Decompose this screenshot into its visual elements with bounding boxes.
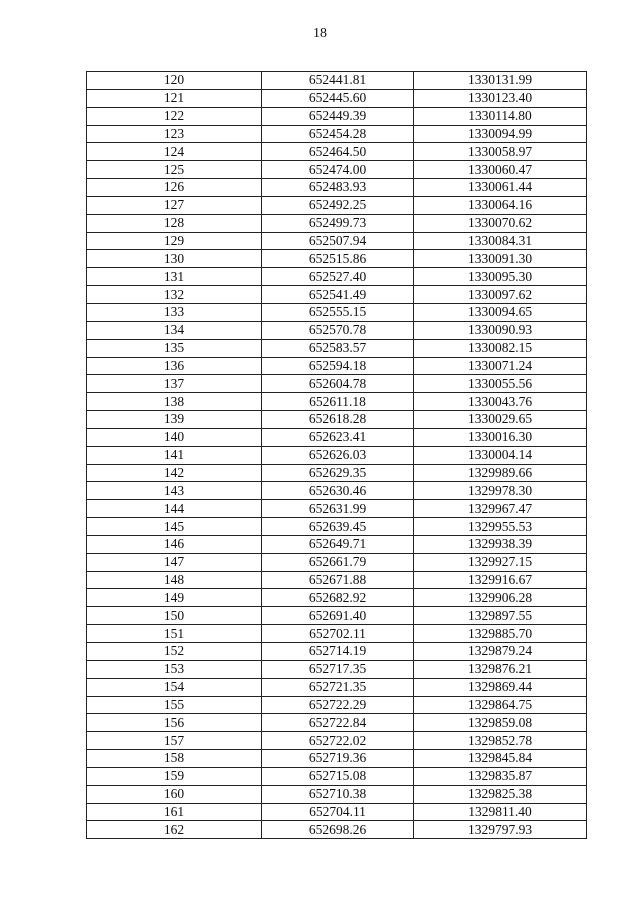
y-coordinate-cell: 1330114.80 <box>414 107 587 125</box>
y-coordinate-cell: 1329859.08 <box>414 714 587 732</box>
table-row <box>87 678 587 696</box>
y-coordinate-cell: 1329938.39 <box>414 535 587 553</box>
table-row <box>87 286 587 304</box>
point-number-cell: 141 <box>87 446 262 464</box>
table-row <box>87 339 587 357</box>
x-coordinate-cell: 652717.35 <box>262 660 414 678</box>
x-coordinate-cell: 652464.50 <box>262 143 414 161</box>
table-row <box>87 553 587 571</box>
x-coordinate-cell: 652583.57 <box>262 339 414 357</box>
table-row <box>87 660 587 678</box>
y-coordinate-cell: 1330095.30 <box>414 268 587 286</box>
x-coordinate-cell: 652541.49 <box>262 286 414 304</box>
y-coordinate-cell: 1329897.55 <box>414 607 587 625</box>
table-row <box>87 821 587 839</box>
table-row <box>87 125 587 143</box>
y-coordinate-cell: 1329927.15 <box>414 553 587 571</box>
point-number-cell: 151 <box>87 625 262 643</box>
y-coordinate-cell: 1330071.24 <box>414 357 587 375</box>
table-row <box>87 303 587 321</box>
x-coordinate-cell: 652441.81 <box>262 72 414 90</box>
table-row <box>87 196 587 214</box>
x-coordinate-cell: 652474.00 <box>262 161 414 179</box>
x-coordinate-cell: 652499.73 <box>262 214 414 232</box>
point-number-cell: 154 <box>87 678 262 696</box>
point-number-cell: 138 <box>87 393 262 411</box>
x-coordinate-cell: 652454.28 <box>262 125 414 143</box>
point-number-cell: 133 <box>87 303 262 321</box>
x-coordinate-cell: 652710.38 <box>262 785 414 803</box>
point-number-cell: 140 <box>87 428 262 446</box>
y-coordinate-cell: 1330029.65 <box>414 411 587 429</box>
point-number-cell: 143 <box>87 482 262 500</box>
point-number-cell: 162 <box>87 821 262 839</box>
y-coordinate-cell: 1329876.21 <box>414 660 587 678</box>
y-coordinate-cell: 1329864.75 <box>414 696 587 714</box>
table-row <box>87 803 587 821</box>
page-number: 18 <box>313 26 327 41</box>
point-number-cell: 120 <box>87 72 262 90</box>
point-number-cell: 129 <box>87 232 262 250</box>
point-number-cell: 136 <box>87 357 262 375</box>
y-coordinate-cell: 1330094.65 <box>414 303 587 321</box>
table-row <box>87 589 587 607</box>
x-coordinate-cell: 652714.19 <box>262 643 414 661</box>
table-row <box>87 179 587 197</box>
x-coordinate-cell: 652649.71 <box>262 535 414 553</box>
x-coordinate-cell: 652449.39 <box>262 107 414 125</box>
y-coordinate-cell: 1330016.30 <box>414 428 587 446</box>
point-number-cell: 142 <box>87 464 262 482</box>
table-row <box>87 357 587 375</box>
x-coordinate-cell: 652618.28 <box>262 411 414 429</box>
point-number-cell: 128 <box>87 214 262 232</box>
point-number-cell: 123 <box>87 125 262 143</box>
x-coordinate-cell: 652604.78 <box>262 375 414 393</box>
table-row <box>87 250 587 268</box>
x-coordinate-cell: 652630.46 <box>262 482 414 500</box>
point-number-cell: 146 <box>87 535 262 553</box>
point-number-cell: 157 <box>87 732 262 750</box>
y-coordinate-cell: 1330058.97 <box>414 143 587 161</box>
x-coordinate-cell: 652671.88 <box>262 571 414 589</box>
point-number-cell: 135 <box>87 339 262 357</box>
point-number-cell: 132 <box>87 286 262 304</box>
point-number-cell: 156 <box>87 714 262 732</box>
x-coordinate-cell: 652661.79 <box>262 553 414 571</box>
point-number-cell: 150 <box>87 607 262 625</box>
x-coordinate-cell: 652682.92 <box>262 589 414 607</box>
point-number-cell: 152 <box>87 643 262 661</box>
x-coordinate-cell: 652445.60 <box>262 89 414 107</box>
y-coordinate-cell: 1329852.78 <box>414 732 587 750</box>
y-coordinate-cell: 1329797.93 <box>414 821 587 839</box>
point-number-cell: 124 <box>87 143 262 161</box>
x-coordinate-cell: 652555.15 <box>262 303 414 321</box>
point-number-cell: 159 <box>87 767 262 785</box>
y-coordinate-cell: 1330070.62 <box>414 214 587 232</box>
table-row <box>87 464 587 482</box>
y-coordinate-cell: 1330055.56 <box>414 375 587 393</box>
table-row <box>87 482 587 500</box>
y-coordinate-cell: 1330094.99 <box>414 125 587 143</box>
y-coordinate-cell: 1330091.30 <box>414 250 587 268</box>
table-row <box>87 143 587 161</box>
y-coordinate-cell: 1329989.66 <box>414 464 587 482</box>
y-coordinate-cell: 1330097.62 <box>414 286 587 304</box>
point-number-cell: 147 <box>87 553 262 571</box>
x-coordinate-cell: 652722.84 <box>262 714 414 732</box>
table-row <box>87 393 587 411</box>
y-coordinate-cell: 1330131.99 <box>414 72 587 90</box>
y-coordinate-cell: 1330061.44 <box>414 179 587 197</box>
point-number-cell: 122 <box>87 107 262 125</box>
x-coordinate-cell: 652483.93 <box>262 179 414 197</box>
point-number-cell: 148 <box>87 571 262 589</box>
x-coordinate-cell: 652629.35 <box>262 464 414 482</box>
table-row <box>87 428 587 446</box>
table-row <box>87 607 587 625</box>
table-row <box>87 571 587 589</box>
table-row <box>87 500 587 518</box>
x-coordinate-cell: 652722.29 <box>262 696 414 714</box>
point-number-cell: 121 <box>87 89 262 107</box>
table-row <box>87 750 587 768</box>
point-number-cell: 134 <box>87 321 262 339</box>
y-coordinate-cell: 1329845.84 <box>414 750 587 768</box>
point-number-cell: 144 <box>87 500 262 518</box>
y-coordinate-cell: 1329879.24 <box>414 643 587 661</box>
table-row <box>87 411 587 429</box>
y-coordinate-cell: 1329955.53 <box>414 518 587 536</box>
table-row <box>87 375 587 393</box>
point-number-cell: 131 <box>87 268 262 286</box>
point-number-cell: 155 <box>87 696 262 714</box>
table-row <box>87 89 587 107</box>
table-row <box>87 268 587 286</box>
x-coordinate-cell: 652594.18 <box>262 357 414 375</box>
point-number-cell: 153 <box>87 660 262 678</box>
y-coordinate-cell: 1329967.47 <box>414 500 587 518</box>
point-number-cell: 161 <box>87 803 262 821</box>
table-row <box>87 446 587 464</box>
coordinates-table <box>86 71 587 839</box>
table-row <box>87 161 587 179</box>
y-coordinate-cell: 1330043.76 <box>414 393 587 411</box>
y-coordinate-cell: 1329835.87 <box>414 767 587 785</box>
x-coordinate-cell: 652698.26 <box>262 821 414 839</box>
x-coordinate-cell: 652527.40 <box>262 268 414 286</box>
y-coordinate-cell: 1330084.31 <box>414 232 587 250</box>
table-row <box>87 107 587 125</box>
y-coordinate-cell: 1330082.15 <box>414 339 587 357</box>
y-coordinate-cell: 1330123.40 <box>414 89 587 107</box>
y-coordinate-cell: 1330060.47 <box>414 161 587 179</box>
x-coordinate-cell: 652715.08 <box>262 767 414 785</box>
point-number-cell: 126 <box>87 179 262 197</box>
table-row <box>87 214 587 232</box>
x-coordinate-cell: 652492.25 <box>262 196 414 214</box>
x-coordinate-cell: 652631.99 <box>262 500 414 518</box>
table-row <box>87 625 587 643</box>
y-coordinate-cell: 1329885.70 <box>414 625 587 643</box>
point-number-cell: 158 <box>87 750 262 768</box>
point-number-cell: 160 <box>87 785 262 803</box>
y-coordinate-cell: 1329869.44 <box>414 678 587 696</box>
x-coordinate-cell: 652719.36 <box>262 750 414 768</box>
x-coordinate-cell: 652611.18 <box>262 393 414 411</box>
y-coordinate-cell: 1330090.93 <box>414 321 587 339</box>
x-coordinate-cell: 652570.78 <box>262 321 414 339</box>
y-coordinate-cell: 1329978.30 <box>414 482 587 500</box>
point-number-cell: 127 <box>87 196 262 214</box>
point-number-cell: 145 <box>87 518 262 536</box>
point-number-cell: 130 <box>87 250 262 268</box>
table-row <box>87 232 587 250</box>
y-coordinate-cell: 1330004.14 <box>414 446 587 464</box>
coordinates-table-body <box>87 72 587 839</box>
y-coordinate-cell: 1329811.40 <box>414 803 587 821</box>
x-coordinate-cell: 652704.11 <box>262 803 414 821</box>
x-coordinate-cell: 652515.86 <box>262 250 414 268</box>
point-number-cell: 149 <box>87 589 262 607</box>
point-number-cell: 139 <box>87 411 262 429</box>
x-coordinate-cell: 652507.94 <box>262 232 414 250</box>
table-row <box>87 535 587 553</box>
table-row <box>87 321 587 339</box>
table-row <box>87 518 587 536</box>
point-number-cell: 125 <box>87 161 262 179</box>
y-coordinate-cell: 1329916.67 <box>414 571 587 589</box>
y-coordinate-cell: 1329825.38 <box>414 785 587 803</box>
table-row <box>87 785 587 803</box>
x-coordinate-cell: 652626.03 <box>262 446 414 464</box>
y-coordinate-cell: 1329906.28 <box>414 589 587 607</box>
x-coordinate-cell: 652702.11 <box>262 625 414 643</box>
x-coordinate-cell: 652691.40 <box>262 607 414 625</box>
x-coordinate-cell: 652721.35 <box>262 678 414 696</box>
table-row <box>87 732 587 750</box>
table-row <box>87 696 587 714</box>
x-coordinate-cell: 652722.02 <box>262 732 414 750</box>
table-row <box>87 767 587 785</box>
table-row <box>87 643 587 661</box>
point-number-cell: 137 <box>87 375 262 393</box>
x-coordinate-cell: 652639.45 <box>262 518 414 536</box>
y-coordinate-cell: 1330064.16 <box>414 196 587 214</box>
table-row <box>87 72 587 90</box>
table-row <box>87 714 587 732</box>
x-coordinate-cell: 652623.41 <box>262 428 414 446</box>
